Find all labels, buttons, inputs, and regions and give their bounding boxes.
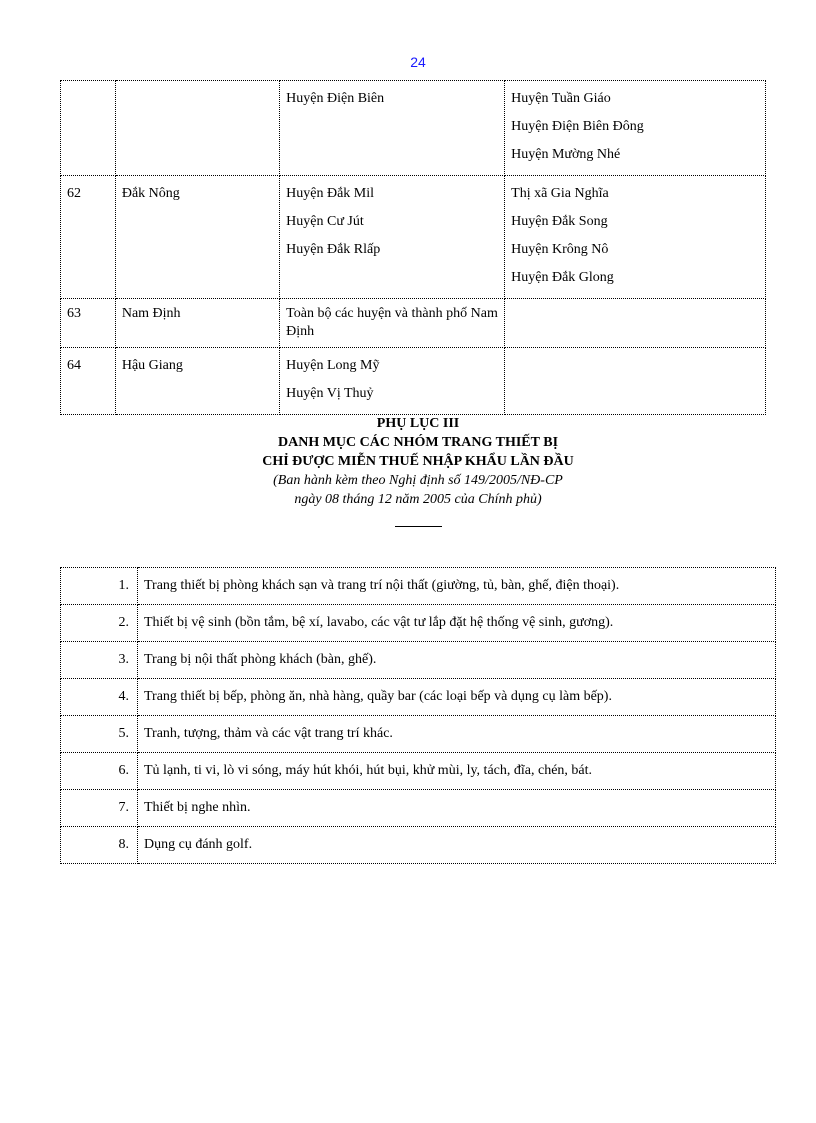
appendix-note-2: ngày 08 tháng 12 năm 2005 của Chính phủ)	[294, 492, 542, 507]
district-item: Huyện Điện Biên Đông	[511, 119, 644, 134]
table-row	[61, 679, 776, 716]
district-item: Huyện Đắk Song	[511, 214, 608, 229]
item-description: Tủ lạnh, ti vi, lò vi sóng, máy hút khói, hút bụi, khử mùi, ly, tách, đĩa, chén, bát.	[138, 753, 776, 790]
appendix-title: PHỤ LỤC III	[376, 416, 460, 431]
item-description: Thiết bị vệ sinh (bồn tắm, bệ xí, lavabo, các vật tư lắp đặt hệ thống vệ sinh, gương).	[138, 605, 776, 642]
appendix-subtitle-1: DANH MỤC CÁC NHÓM TRANG THIẾT BỊ	[277, 435, 559, 450]
table-row	[61, 605, 776, 642]
table-row	[61, 568, 776, 605]
page-number: 24	[410, 54, 426, 70]
district-list-b	[505, 299, 766, 348]
province-name: Hậu Giang	[121, 358, 183, 373]
district-item: Huyện Vị Thuỷ	[286, 386, 374, 401]
district-list-a	[280, 81, 505, 176]
item-number: 4.	[61, 679, 138, 716]
item-description: Trang thiết bị bếp, phòng ăn, nhà hàng, quầy bar (các loại bếp và dụng cụ làm bếp).	[138, 679, 776, 716]
table-row	[61, 176, 766, 299]
district-item: Thị xã Gia Nghĩa	[511, 186, 609, 201]
district-item: Huyện Cư Jút	[286, 214, 364, 229]
item-number: 6.	[61, 753, 138, 790]
district-item: Huyện Mường Nhé	[511, 147, 621, 162]
table-row	[61, 299, 766, 348]
item-number: 8.	[61, 827, 138, 864]
district-list-a	[280, 348, 505, 415]
item-description: Thiết bị nghe nhìn.	[138, 790, 776, 827]
item-description: Tranh, tượng, thảm và các vật trang trí khác.	[138, 716, 776, 753]
item-number: 1.	[61, 568, 138, 605]
district-item: Huyện Đắk Rlấp	[286, 242, 381, 257]
district-item: Huyện Krông Nô	[511, 242, 609, 257]
row-number: 63	[61, 299, 116, 348]
row-number: 64	[67, 358, 81, 373]
district-item: Huyện Long Mỹ	[286, 358, 380, 373]
table-row	[61, 790, 776, 827]
district-list-b	[505, 81, 766, 176]
item-description: Trang bị nội thất phòng khách (bàn, ghế).	[138, 642, 776, 679]
district-list-b	[505, 348, 766, 415]
district-item: Huyện Điện Biên	[286, 91, 385, 106]
province-name	[115, 81, 279, 176]
province-name: Nam Định	[115, 299, 279, 348]
district-text: Toàn bộ các huyện và thành phố Nam Định	[280, 299, 505, 348]
item-number: 2.	[61, 605, 138, 642]
district-item: Huyện Tuần Giáo	[511, 91, 611, 106]
regions-table	[60, 80, 766, 415]
appendix-subtitle-2: CHỈ ĐƯỢC MIỄN THUẾ NHẬP KHẨU LẦN ĐẦU	[262, 454, 574, 469]
district-item: Huyện Đắk Mil	[286, 186, 375, 201]
table-row	[61, 348, 766, 415]
equipment-table	[60, 567, 776, 864]
item-number: 3.	[61, 642, 138, 679]
district-list-a	[280, 176, 505, 299]
item-number: 7.	[61, 790, 138, 827]
row-number: 62	[67, 186, 81, 201]
table-row	[61, 81, 766, 176]
heading-divider	[395, 526, 442, 527]
district-list-b	[505, 176, 766, 299]
table-row	[61, 827, 776, 864]
appendix-heading	[0, 414, 816, 509]
district-item: Huyện Đắk Glong	[511, 270, 614, 285]
table-row	[61, 716, 776, 753]
row-number	[61, 81, 116, 176]
appendix-note-1: (Ban hành kèm theo Nghị định số 149/2005/NĐ-CP	[273, 473, 563, 488]
item-number: 5.	[61, 716, 138, 753]
table-row	[61, 642, 776, 679]
province-name: Đắk Nông	[121, 186, 180, 201]
item-description: Trang thiết bị phòng khách sạn và trang trí nội thất (giường, tủ, bàn, ghế, điện thoại).	[138, 568, 776, 605]
item-description: Dụng cụ đánh golf.	[138, 827, 776, 864]
table-row	[61, 753, 776, 790]
